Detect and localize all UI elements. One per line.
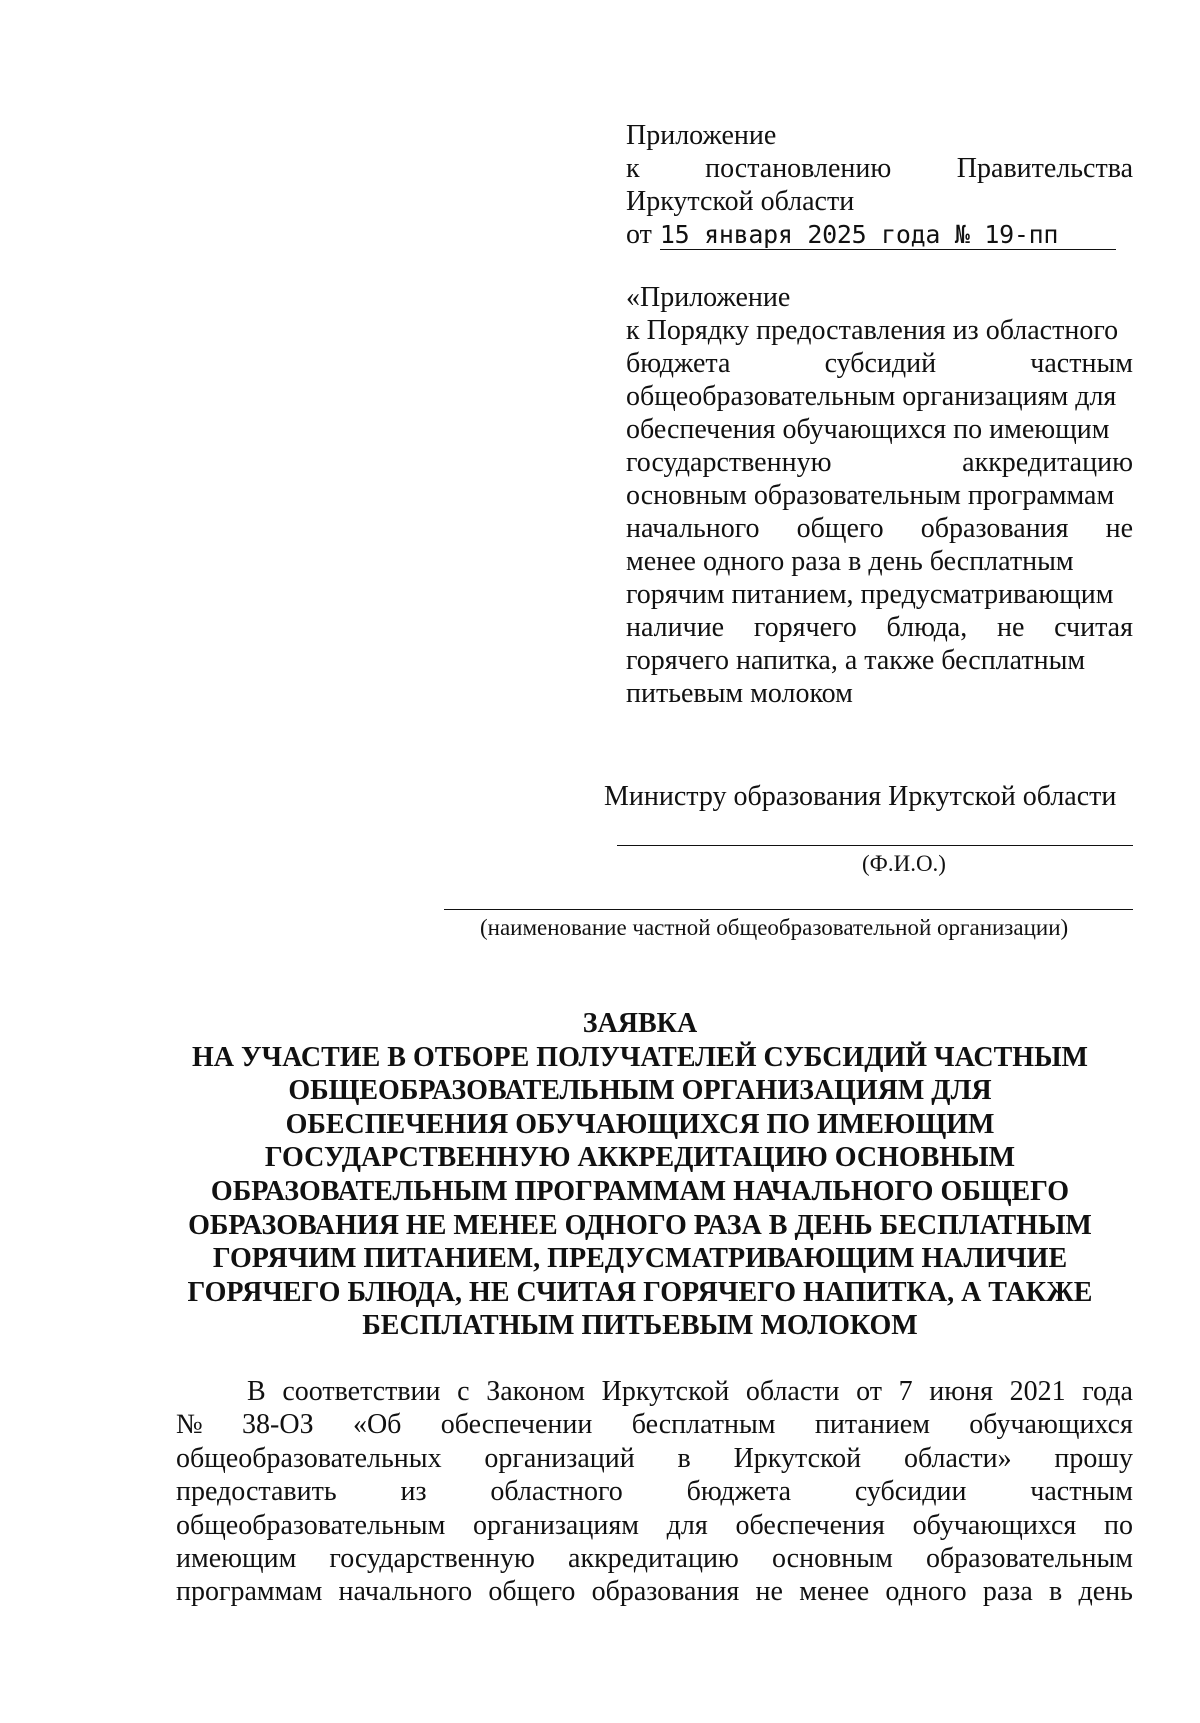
organization-line	[444, 909, 1133, 910]
fio-caption: (Ф.И.О.)	[862, 851, 946, 876]
body-paragraph	[176, 1375, 1133, 1609]
body-line: имеющим государственную аккредитацию основным образовательным	[176, 1543, 1133, 1575]
appendix-header-line2: к постановлению Правительства	[626, 153, 1133, 184]
order-appendix-line: питьевым молоком	[626, 678, 853, 709]
title-line: БЕСПЛАТНЫМ ПИТЬЕВЫМ МОЛОКОМ	[362, 1310, 918, 1342]
body-line: общеобразовательных организаций в Иркутской области» прошу	[176, 1442, 1133, 1474]
order-appendix-line: менее одного раза в день бесплатным	[626, 546, 1074, 577]
order-appendix-line: горячим питанием, предусматривающим	[626, 579, 1114, 610]
appendix-header-line1: Приложение	[626, 120, 777, 151]
body-line: предоставить из областного бюджета субсидии частным	[176, 1476, 1133, 1508]
order-appendix-line: обеспечения обучающихся по имеющим	[626, 414, 1110, 445]
addressee-line: Министру образования Иркутской области	[604, 781, 1117, 812]
title-line: ГОСУДАРСТВЕННУЮ АККРЕДИТАЦИЮ ОСНОВНЫМ	[264, 1142, 1016, 1174]
organization-caption: (наименование частной общеобразовательной организации)	[480, 915, 1069, 940]
title-line: ОБРАЗОВАТЕЛЬНЫМ ПРОГРАММАМ НАЧАЛЬНОГО ОБЩЕГО	[210, 1175, 1070, 1207]
title-line: ОБЕСПЕЧЕНИЯ ОБУЧАЮЩИХСЯ ПО ИМЕЮЩИМ	[285, 1108, 995, 1140]
order-appendix-line: государственную аккредитацию	[626, 447, 1133, 478]
fio-line	[617, 845, 1133, 846]
application-title	[150, 1007, 1130, 1343]
order-appendix-line: к Порядку предоставления из областного	[626, 315, 1119, 346]
title-heading: ЗАЯВКА	[582, 1008, 698, 1039]
appendix-date-line	[626, 218, 1133, 251]
order-appendix-line: «Приложение	[626, 282, 791, 313]
title-line: ГОРЯЧЕГО БЛЮДА, НЕ СЧИТАЯ ГОРЯЧЕГО НАПИТКА, А ТАКЖЕ	[187, 1276, 1093, 1308]
appendix-header-line3: Иркутской области	[626, 186, 855, 217]
order-appendix	[626, 281, 1133, 710]
order-appendix-line: горячего напитка, а также бесплатным	[626, 645, 1086, 676]
title-line: ГОРЯЧИМ ПИТАНИЕМ, ПРЕДУСМАТРИВАЮЩИМ НАЛИЧИЕ	[212, 1243, 1068, 1275]
order-appendix-line: начального общего образования не	[626, 513, 1133, 544]
title-line: НА УЧАСТИЕ В ОТБОРЕ ПОЛУЧАТЕЛЕЙ СУБСИДИЙ ЧАСТНЫМ	[192, 1041, 1088, 1073]
order-appendix-line: бюджета субсидий частным	[626, 348, 1133, 379]
order-appendix-line: общеобразовательным организациям для	[626, 381, 1117, 412]
body-line: программам начального общего образования не менее одного раза в день	[176, 1576, 1133, 1608]
body-line: № 38-ОЗ «Об обеспечении бесплатным питанием обучающихся	[176, 1409, 1133, 1441]
appendix-header	[626, 119, 1133, 251]
body-line: В соответствии с Законом Иркутской области от 7 июня 2021 года	[247, 1376, 1133, 1407]
date-prefix: от	[626, 219, 652, 250]
body-line: общеобразовательным организациям для обеспечения обучающихся по	[176, 1509, 1133, 1541]
date-value: 15 января 2025 года № 19-пп	[660, 221, 1116, 250]
title-line: ОБЩЕОБРАЗОВАТЕЛЬНЫМ ОРГАНИЗАЦИЯМ ДЛЯ	[288, 1075, 992, 1107]
title-line: ОБРАЗОВАНИЯ НЕ МЕНЕЕ ОДНОГО РАЗА В ДЕНЬ БЕСПЛАТНЫМ	[188, 1209, 1092, 1241]
order-appendix-line: наличие горячего блюда, не считая	[626, 612, 1133, 643]
order-appendix-line: основным образовательным программам	[626, 480, 1115, 511]
